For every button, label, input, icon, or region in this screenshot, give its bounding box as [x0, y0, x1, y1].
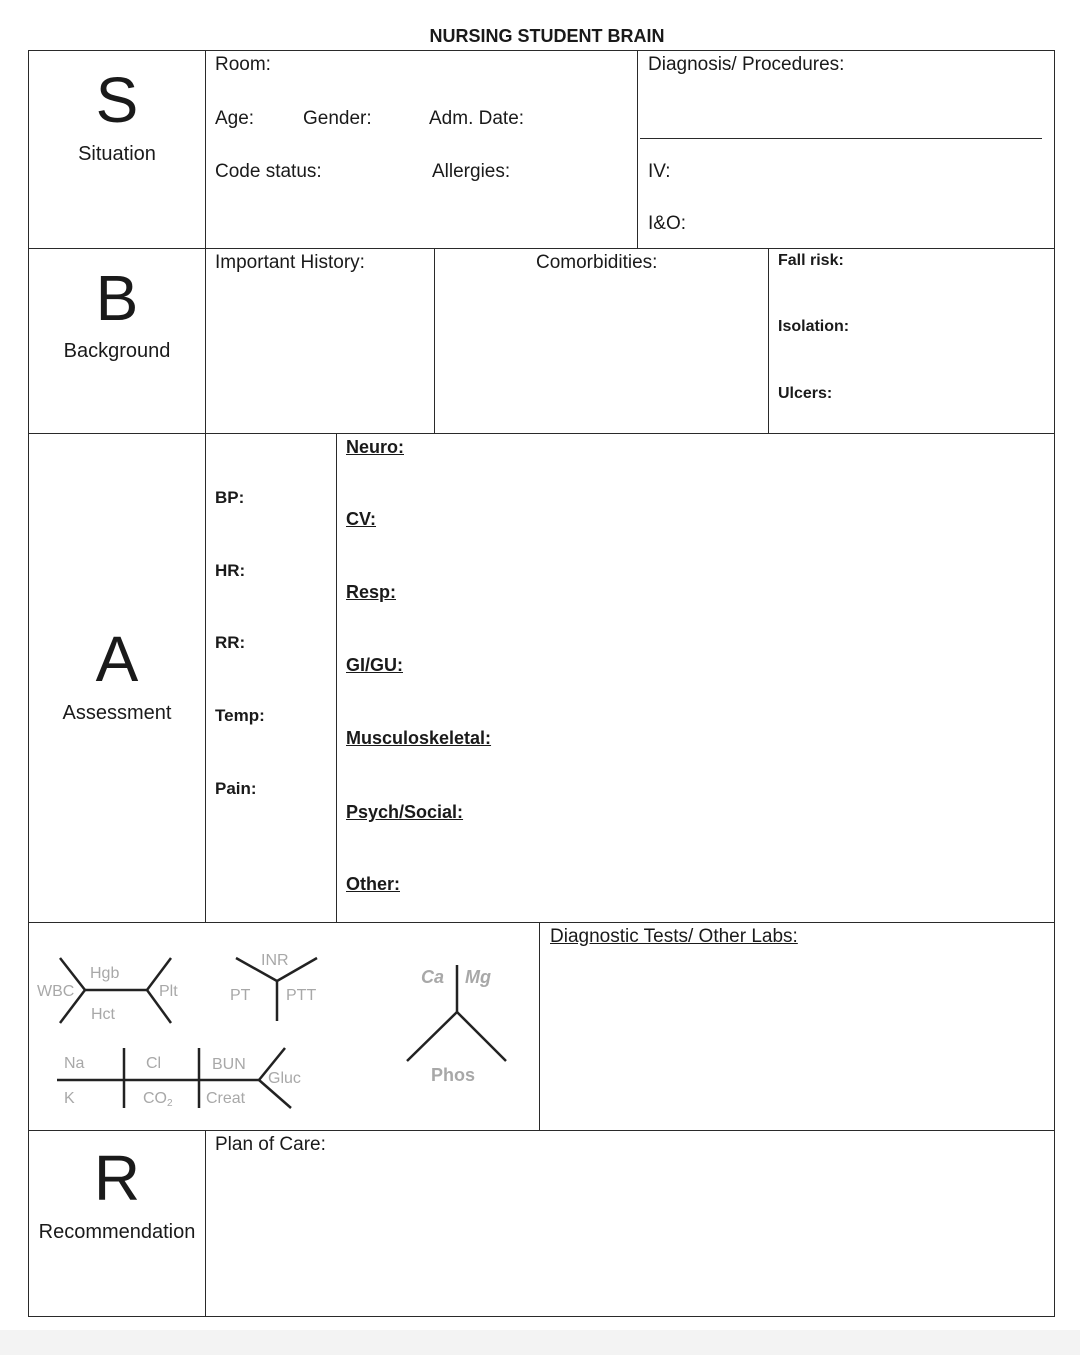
- assessment-label: Assessment: [62, 702, 172, 724]
- diagnostic-tests-field: Diagnostic Tests/ Other Labs:: [550, 926, 798, 947]
- co2-label: CO2: [143, 1090, 173, 1109]
- important-history-field: Important History:: [215, 252, 365, 273]
- resp-field: Resp:: [346, 582, 397, 602]
- recommendation-letter: R: [93, 1142, 141, 1214]
- fall-risk-field: Fall risk:: [778, 252, 844, 269]
- phos-label: Phos: [431, 1065, 476, 1085]
- psych-social-field: Psych/Social:: [346, 802, 464, 822]
- k-label: K: [64, 1090, 75, 1107]
- comorbidities-field: Comorbidities:: [536, 252, 658, 273]
- plan-of-care-field: Plan of Care:: [215, 1134, 326, 1155]
- ulcers-field: Ulcers:: [778, 385, 833, 402]
- lab-diagrams: [29, 923, 538, 1129]
- rr-field: RR:: [215, 633, 246, 652]
- io-field: I&O:: [648, 213, 687, 234]
- hr-field: HR:: [215, 561, 246, 580]
- adm-date-field: Adm. Date:: [429, 108, 525, 129]
- creat-label: Creat: [206, 1090, 246, 1107]
- hgb-label: Hgb: [90, 965, 120, 982]
- page-bottom-margin: [0, 1330, 1080, 1355]
- plt-label: Plt: [159, 983, 178, 1000]
- code-status-field: Code status:: [215, 161, 322, 182]
- na-label: Na: [64, 1055, 85, 1072]
- background-letter: B: [95, 262, 139, 334]
- gluc-label: Gluc: [268, 1070, 301, 1087]
- bun-label: BUN: [212, 1056, 246, 1073]
- bp-field: BP:: [215, 488, 245, 507]
- situation-label: Situation: [78, 143, 156, 165]
- page-title: NURSING STUDENT BRAIN: [429, 26, 665, 46]
- cl-label: Cl: [146, 1055, 162, 1072]
- mg-label: Mg: [465, 967, 491, 987]
- ptt-label: PTT: [286, 987, 317, 1004]
- room-field: Room:: [215, 54, 271, 75]
- pt-label: PT: [230, 987, 251, 1004]
- temp-field: Temp:: [215, 706, 265, 725]
- musculoskeletal-field: Musculoskeletal:: [346, 728, 492, 748]
- situation-letter: S: [95, 64, 139, 136]
- iv-field: IV:: [648, 161, 671, 182]
- diagnosis-field: Diagnosis/ Procedures:: [648, 54, 845, 75]
- bmp-diagram: [57, 1048, 291, 1108]
- other-field: Other:: [346, 874, 400, 894]
- background-label: Background: [63, 340, 171, 362]
- wbc-label: WBC: [37, 983, 75, 1000]
- ca-label: Ca: [421, 967, 445, 987]
- recommendation-label: Recommendation: [38, 1221, 196, 1243]
- assessment-letter: A: [95, 623, 139, 695]
- gender-field: Gender:: [303, 108, 372, 129]
- age-field: Age:: [215, 108, 255, 129]
- hct-label: Hct: [91, 1006, 115, 1023]
- gigu-field: GI/GU:: [346, 655, 403, 675]
- pain-field: Pain:: [215, 779, 257, 798]
- isolation-field: Isolation:: [778, 318, 850, 335]
- inr-label: INR: [261, 952, 289, 969]
- cv-field: CV:: [346, 509, 377, 529]
- allergies-field: Allergies:: [432, 161, 511, 182]
- neuro-field: Neuro:: [346, 437, 404, 457]
